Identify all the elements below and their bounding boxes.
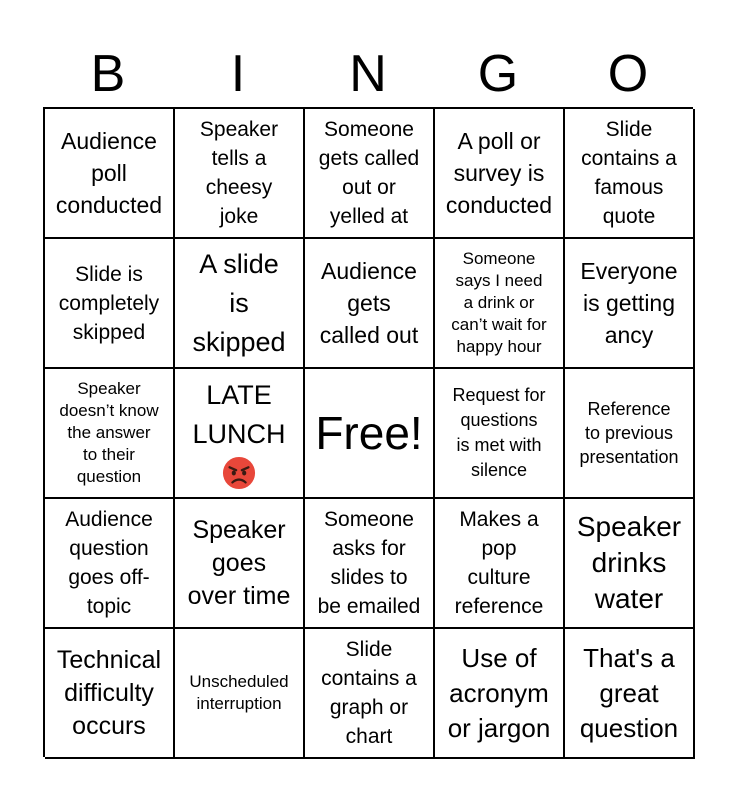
bingo-cell[interactable]: [175, 109, 305, 239]
cell-text: Audience gets called out: [319, 258, 419, 348]
bingo-cell[interactable]: [45, 239, 175, 369]
bingo-cell[interactable]: [175, 239, 305, 369]
cell-text: Use of acronym or jargon: [447, 642, 551, 743]
bingo-cell[interactable]: [565, 369, 695, 499]
cell-text: Speaker goes over time: [187, 515, 291, 610]
cell-text: Everyone is getting ancy: [580, 258, 678, 348]
cell-text: Reference to previous presentation: [579, 399, 679, 467]
bingo-cell[interactable]: [45, 629, 175, 759]
cell-text: A poll or survey is conducted: [445, 128, 553, 218]
cell-text: Speaker doesn’t know the answer to their question: [59, 379, 159, 486]
bingo-cell[interactable]: [305, 629, 435, 759]
bingo-cell[interactable]: [175, 369, 305, 499]
bingo-cell-free[interactable]: [305, 369, 435, 499]
bingo-cell[interactable]: [45, 499, 175, 629]
bingo-cell[interactable]: [435, 239, 565, 369]
header-letter-g: G: [477, 45, 519, 103]
bingo-cell[interactable]: [435, 109, 565, 239]
bingo-cell[interactable]: [565, 239, 695, 369]
bingo-cell[interactable]: [305, 109, 435, 239]
bingo-cell[interactable]: [565, 499, 695, 629]
bingo-cell[interactable]: [175, 499, 305, 629]
bingo-cell[interactable]: [305, 239, 435, 369]
cell-text: Slide contains a famous quote: [581, 118, 677, 228]
bingo-cell[interactable]: [435, 629, 565, 759]
bingo-cell[interactable]: [45, 369, 175, 499]
cell-text: Audience question goes off- topic: [65, 508, 153, 618]
bingo-header: [43, 40, 693, 108]
cell-text: Unscheduled interruption: [189, 672, 289, 713]
angry-face-icon: [222, 456, 256, 490]
cell-text: That's a great question: [579, 642, 679, 743]
cell-text: Slide is completely skipped: [58, 262, 160, 344]
cell-text: Audience poll conducted: [55, 128, 163, 218]
cell-text: Request for questions is met with silence: [452, 385, 546, 480]
cell-text: A slide is skipped: [192, 248, 286, 357]
cell-text: Makes a pop culture reference: [454, 508, 544, 618]
header-letter-b: B: [90, 45, 126, 103]
bingo-cell[interactable]: [175, 629, 305, 759]
bingo-cell[interactable]: [565, 629, 695, 759]
header-letter-n: N: [349, 45, 387, 103]
bingo-cell[interactable]: [565, 109, 695, 239]
cell-text: Someone says I need a drink or can’t wait for happy hour: [451, 249, 547, 356]
bingo-cell[interactable]: [305, 499, 435, 629]
cell-text: Someone asks for slides to be emailed: [317, 508, 421, 618]
bingo-grid: [43, 107, 693, 757]
cell-text: LATE LUNCH: [192, 380, 286, 449]
header-letter-o: O: [607, 45, 649, 103]
cell-text: Speaker drinks water: [576, 511, 682, 614]
header-letter-i: I: [230, 45, 246, 103]
cell-text: Slide contains a graph or chart: [321, 638, 417, 748]
cell-text: Technical difficulty occurs: [56, 645, 162, 740]
bingo-cell[interactable]: [435, 499, 565, 629]
bingo-cell[interactable]: [45, 109, 175, 239]
bingo-cell[interactable]: [435, 369, 565, 499]
cell-text: Someone gets called out or yelled at: [318, 118, 420, 228]
free-space-text: Free!: [315, 407, 423, 459]
cell-text: Speaker tells a cheesy joke: [199, 118, 279, 228]
